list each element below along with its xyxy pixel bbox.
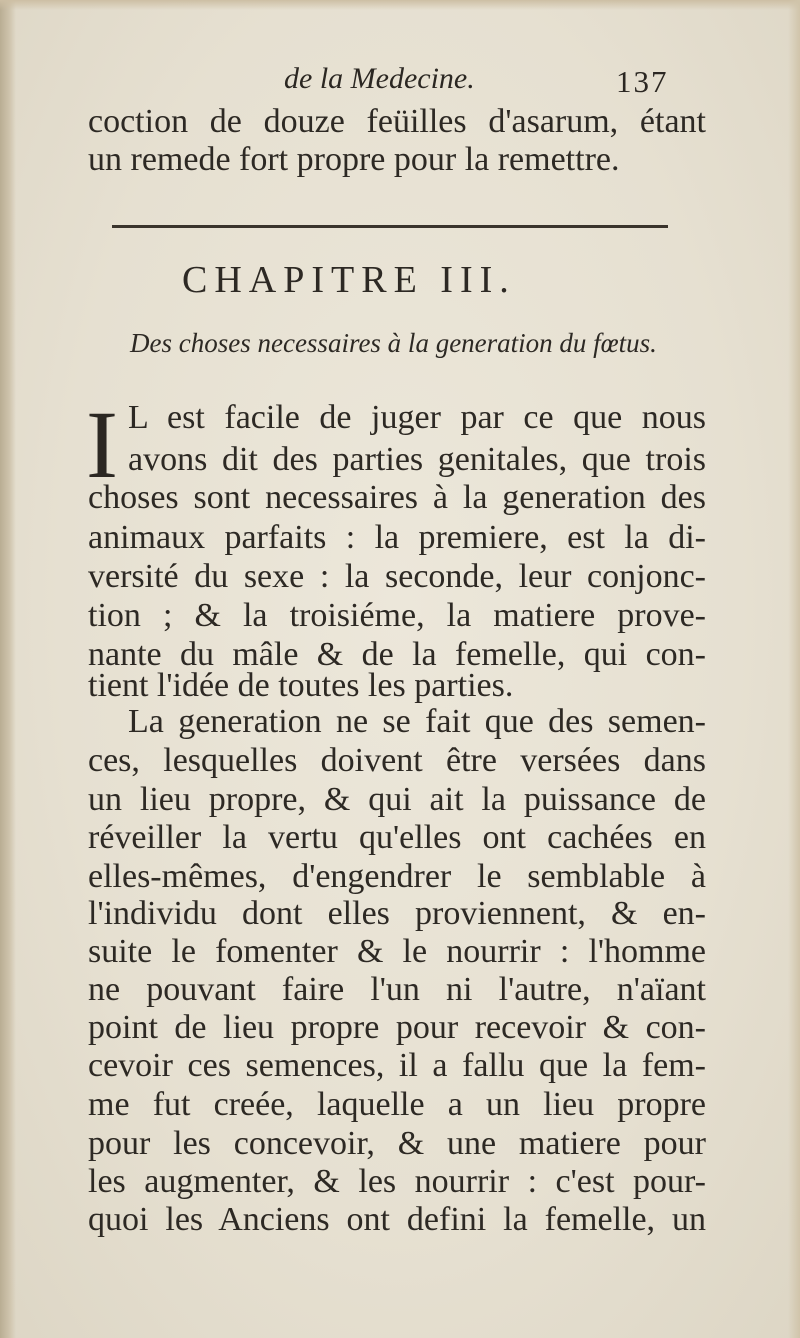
text-line: versité du sexe : la seconde, leur conjonc-	[88, 558, 706, 595]
text-line: animaux parfaits : la premiere, est la di-	[88, 519, 706, 556]
page-top-edge	[0, 0, 800, 10]
drop-cap: I	[86, 391, 118, 498]
text-line: l'individu dont elles proviennent, & en-	[88, 895, 706, 932]
text-line: les augmenter, & les nourrir : c'est pour-	[88, 1163, 706, 1200]
text-line: elles-mêmes, d'engendrer le semblable à	[88, 858, 706, 895]
section-divider	[112, 225, 668, 228]
page-right-edge	[788, 0, 800, 1338]
text-line: un remede fort propre pour la remettre.	[88, 141, 620, 178]
text-line: un lieu propre, & qui ait la puissance de	[88, 781, 706, 818]
text-line: coction de douze feüilles d'asarum, étant	[88, 103, 706, 140]
text-line: ces, lesquelles doivent être versées dans	[88, 742, 706, 779]
text-line: suite le fomenter & le nourrir : l'homme	[88, 933, 706, 970]
text-line: choses sont necessaires à la generation des	[88, 479, 706, 516]
text-line: avons dit des parties genitales, que trois	[128, 441, 706, 478]
page-gutter-shadow	[0, 0, 16, 1338]
text-line: ne pouvant faire l'un ni l'autre, n'aïant	[88, 971, 706, 1008]
text-line: point de lieu propre pour recevoir & con-	[88, 1009, 706, 1046]
text-line: La generation ne se fait que des semen-	[128, 703, 706, 740]
text-line: nante du mâle & de la femelle, qui con-	[88, 636, 706, 673]
text-line: me fut creée, laquelle a un lieu propre	[88, 1086, 706, 1123]
chapter-title: CHAPITRE III.	[182, 259, 516, 301]
text-line: quoi les Anciens ont defini la femelle, un	[88, 1201, 706, 1238]
text-line: tient l'idée de toutes les parties.	[88, 667, 514, 704]
chapter-subtitle: Des choses necessaires à la generation du fœtus.	[130, 328, 657, 358]
text-line: L est facile de juger par ce que nous	[128, 399, 706, 436]
text-line: réveiller la vertu qu'elles ont cachées en	[88, 819, 706, 856]
text-line: tion ; & la troisiéme, la matiere prove-	[88, 597, 706, 634]
text-line: cevoir ces semences, il a fallu que la fem-	[88, 1047, 706, 1084]
page-number: 137	[616, 64, 669, 99]
running-title: de la Medecine.	[284, 62, 475, 95]
text-line: pour les concevoir, & une matiere pour	[88, 1125, 706, 1162]
